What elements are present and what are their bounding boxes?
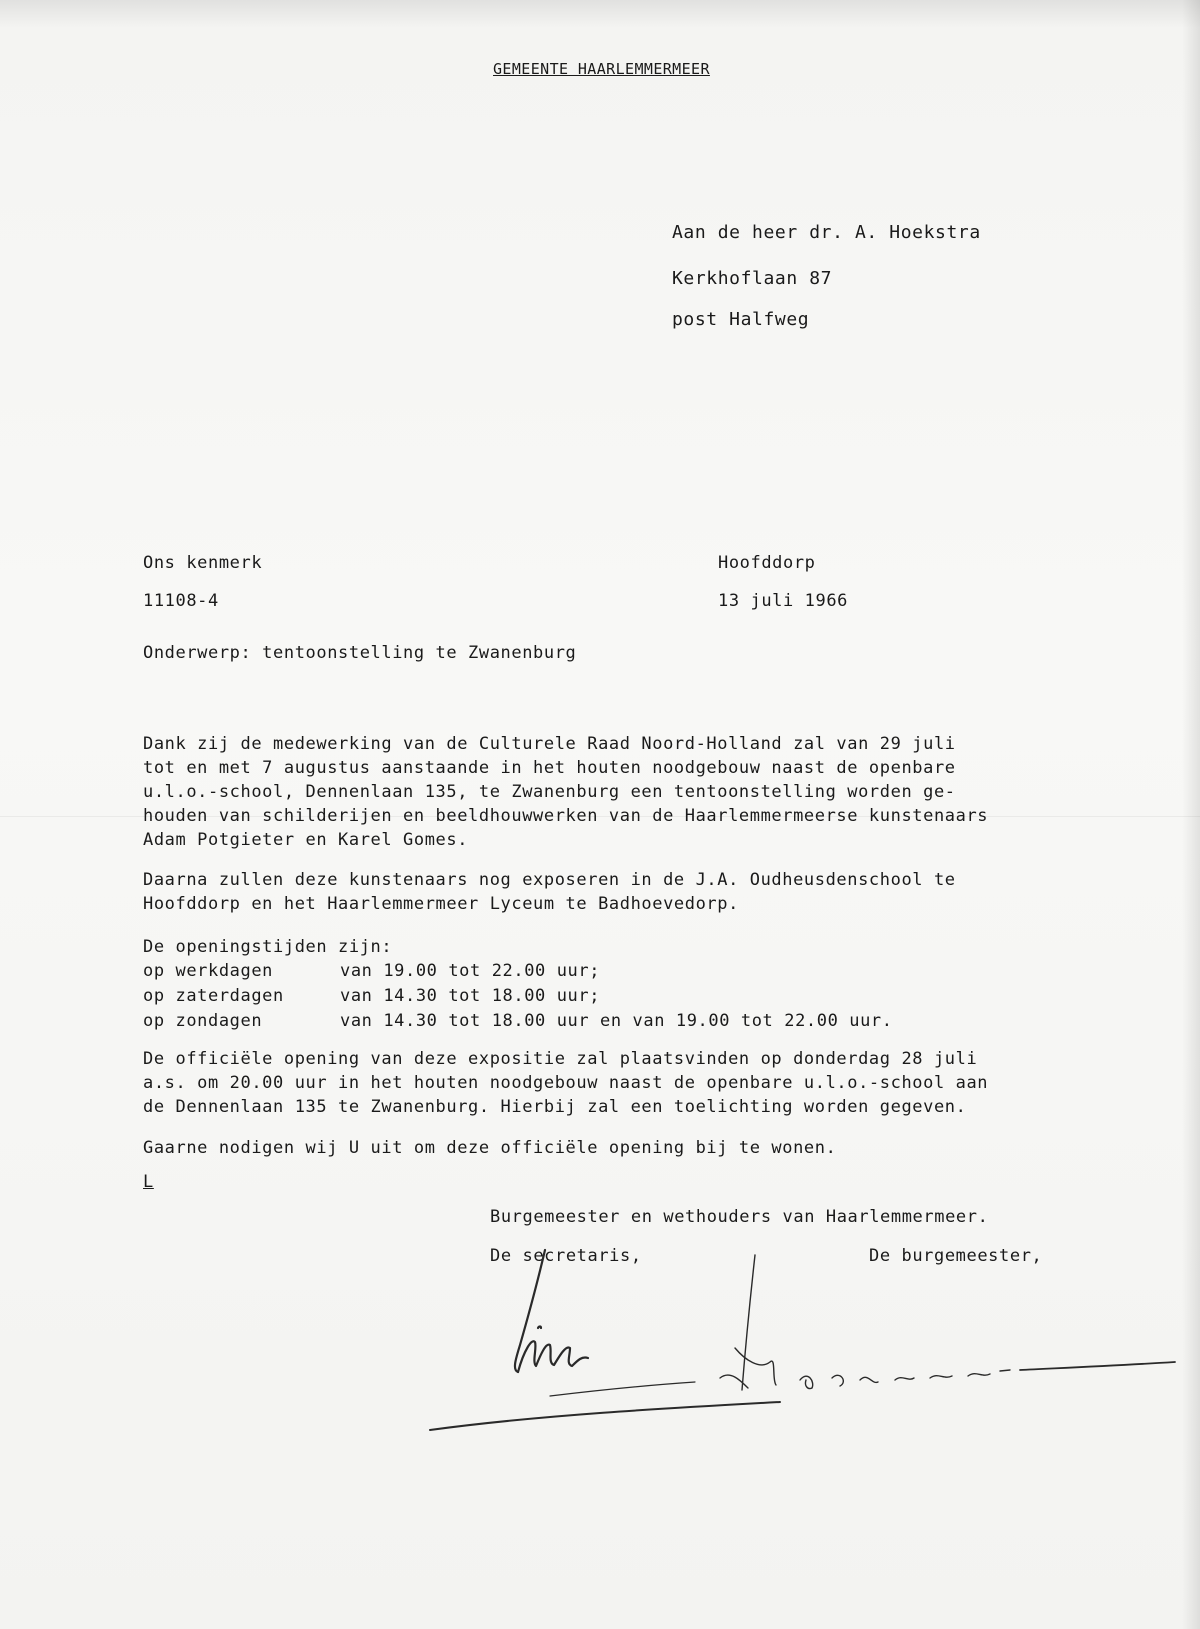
paper-right-edge — [1182, 0, 1200, 1629]
mayor-label: De burgemeester, — [869, 1246, 1043, 1266]
letterhead: GEMEENTE HAARLEMMERMEER — [493, 60, 710, 78]
reference-value: 11108-4 — [143, 591, 219, 611]
hours-row — [143, 959, 893, 984]
paragraph-1-line: tot en met 7 augustus aanstaande in het houten noodgebouw naast de openbare — [143, 758, 956, 778]
addressee-name: Aan de heer dr. A. Hoekstra — [672, 222, 981, 243]
reference-label: Ons kenmerk — [143, 553, 263, 573]
date: 13 juli 1966 — [718, 591, 849, 611]
subject-line: Onderwerp: tentoonstelling te Zwanenburg — [143, 643, 577, 663]
paragraph-2-line: Daarna zullen deze kunstenaars nog exposeren in de J.A. Oudheusdenschool te — [143, 870, 956, 890]
opening-hours-table — [143, 959, 893, 1034]
hours-row — [143, 1009, 893, 1034]
hours-intro: De openingstijden zijn: — [143, 937, 393, 957]
hours-time: van 19.00 tot 22.00 uur; — [340, 961, 601, 981]
paper-top-edge — [0, 0, 1200, 28]
handwritten-signatures — [420, 1230, 1180, 1460]
addressee-town: post Halfweg — [672, 309, 810, 330]
mayor-signature — [720, 1255, 1175, 1390]
paragraph-1-line: Dank zij de medewerking van de Culturele Raad Noord-Holland zal van 29 juli — [143, 734, 956, 754]
place: Hoofddorp — [718, 553, 816, 573]
paragraph-3-line: a.s. om 20.00 uur in het houten noodgebouw naast de openbare u.l.o.-school aan — [143, 1073, 989, 1093]
typist-initial: L — [143, 1172, 154, 1192]
paragraph-1-line: Adam Potgieter en Karel Gomes. — [143, 830, 469, 850]
paragraph-3-line: De officiële opening van deze expositie zal plaatsvinden op donderdag 28 juli — [143, 1049, 978, 1069]
hours-day: op zaterdagen — [143, 986, 284, 1006]
paragraph-2-line: Hoofddorp en het Haarlemmermeer Lyceum te Badhoevedorp. — [143, 894, 739, 914]
hours-day: op zondagen — [143, 1011, 263, 1031]
paragraph-4: Gaarne nodigen wij U uit om deze officiële opening bij te wonen. — [143, 1138, 837, 1158]
paragraph-1-line: houden van schilderijen en beeldhouwwerken van de Haarlemmermeerse kunstenaars — [143, 806, 989, 826]
closing-authority: Burgemeester en wethouders van Haarlemmermeer. — [490, 1207, 989, 1227]
secretary-signature — [430, 1250, 780, 1430]
paragraph-3-line: de Dennenlaan 135 te Zwanenburg. Hierbij zal een toelichting worden gegeven. — [143, 1097, 967, 1117]
paragraph-1-line: u.l.o.-school, Dennenlaan 135, te Zwanenburg een tentoonstelling worden ge- — [143, 782, 956, 802]
addressee-street: Kerkhoflaan 87 — [672, 268, 833, 289]
hours-time: van 14.30 tot 18.00 uur; — [340, 986, 601, 1006]
hours-time: van 14.30 tot 18.00 uur en van 19.00 tot 22.00 uur. — [340, 1011, 893, 1031]
hours-day: op werkdagen — [143, 961, 274, 981]
hours-row — [143, 984, 893, 1009]
secretary-label: De secretaris, — [490, 1246, 642, 1266]
